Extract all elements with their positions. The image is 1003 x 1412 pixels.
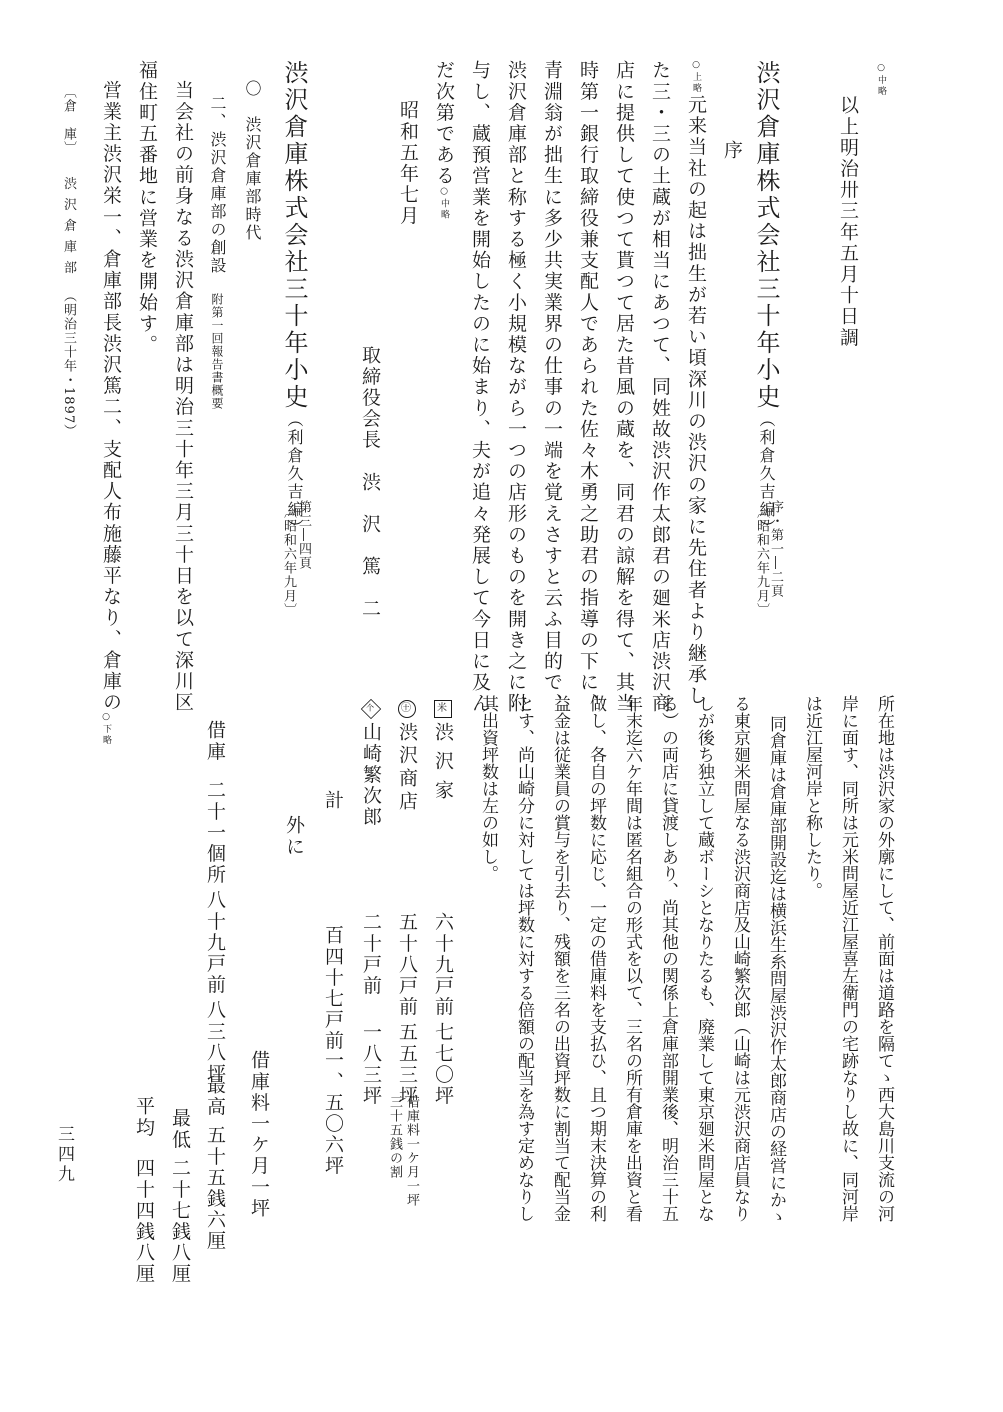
preface-line-4: 時第一銀行取締役兼支配人であられた佐々木勇之助君の指導の下に、 [577, 60, 599, 715]
history-title-2 [282, 60, 306, 537]
preface-line-2: た三・三の土蔵が相当にあつて、同姓故渋沢作太郎君の廻米店渋沢商 [649, 60, 671, 715]
omission-mark-top: ○中略 [876, 63, 886, 98]
yamazaki-crest-glyph: 个 [366, 704, 376, 713]
preface-line-3: 店に提供して使つて貰つて居た昔風の蔵を、同君の諒解を得て、其当 [613, 60, 635, 715]
omission-mark-preface-end: ○中略 [439, 186, 449, 221]
investor-2-units: 五十八戸前 [396, 912, 418, 1018]
cont-line-12: 其出資坪数は左の如し。 [478, 695, 498, 882]
history-title-1 [754, 60, 778, 537]
cont-line-8: 年末迄六ケ年間は匿名組合の形式を以て、三名の所有倉庫を出資と看 [622, 695, 642, 1222]
borrowed-row [205, 720, 224, 1252]
rent-avg-row [134, 1096, 153, 1285]
history-title-text: 渋沢倉庫株式会社三十年小史 [752, 60, 780, 411]
preface-line-1 [686, 60, 705, 706]
rent-min-row [170, 1108, 189, 1285]
subsection-heading [209, 95, 225, 410]
borrowed-tsubo: 八三八坪 [204, 1000, 226, 1085]
history-2-line-3: 営業主渋沢栄一、倉庫部長渋沢篤二、支配人布施藤平なり、倉庫の [100, 80, 122, 713]
cont-line-7: る）の両店に貸渡しあり、尚其他の関係上倉庫部開業後、明治三十五 [658, 695, 678, 1222]
history-2-line-2: 福住町五番地に営業を開始す。 [136, 60, 158, 356]
investor-row-2 [397, 700, 416, 1106]
cont-line-2: 岸に面す、同所は元米問屋近江屋喜左衛門の宅跡なりし故に、同河岸 [838, 695, 858, 1222]
borrowed-count: 二十一個所 [204, 780, 226, 886]
cont-line-5: る東京廻米問屋なる渋沢商店及山崎繁次郎（山崎は元渋沢商店員なり [730, 695, 750, 1222]
yamazaki-crest-icon [361, 699, 381, 719]
total-units: 百四十七戸前 [322, 925, 344, 1052]
cont-line-11: とす、尚山崎分に対しては坪数に対する倍額の配当を為す定めなりし [514, 695, 534, 1222]
investor-row-3 [361, 700, 380, 1106]
warehouse-caption-year: （明治三十年・1897） [61, 295, 76, 439]
preface-line-8-text: だ次第である [433, 60, 455, 187]
other-label: 外に [283, 815, 305, 858]
borrowed-label: 借庫 [204, 720, 226, 763]
investor-total-row [323, 790, 342, 1177]
investor-1-units: 六十九戸前 [432, 912, 454, 1018]
cont-line-6: しが後ち独立して蔵ボーシとなりたるも、廃業して東京廻米問屋とな [694, 695, 714, 1222]
preface-line-7: 与し、蔵預営業を開始したのに始まり、夫が追々発展して今日に及ん [469, 60, 491, 715]
investor-1-name: 渋沢家 [432, 722, 454, 809]
preface-signature: 取締役会長 渋 沢 篤 二 [359, 345, 381, 620]
preface-line-6: 渋沢倉庫部と称する極く小規模ながら一つの店形のものを開き之に附 [505, 60, 527, 715]
history-source-page: 序・第一―二頁 [768, 500, 783, 598]
investor-2-tsubo: 五五三坪 [396, 1022, 418, 1107]
page-number: 三四九 [54, 1125, 74, 1185]
total-label: 計 [322, 790, 344, 812]
rent-max-label: 最高 [204, 1075, 226, 1118]
rent-avg-value: 四十四銭八厘 [133, 1158, 155, 1285]
cont-line-1: 所在地は渋沢家の外廓にして、前面は道路を隔てゝ西大島川支流の河 [874, 695, 894, 1222]
warehouse-caption-name: 渋沢倉庫部 [61, 176, 76, 282]
history-2-line-1: 当会社の前身なる渋沢倉庫部は明治三十年三月三十日を以て深川区 [172, 80, 194, 713]
rent-note-2: 三十五銭の割 [387, 1095, 402, 1179]
investor-1-tsubo: 七七〇坪 [432, 1022, 454, 1107]
omission-mark-preface: ○上略 [691, 60, 701, 95]
warehouse-caption [62, 85, 75, 438]
warehouse-caption-label: 〔倉 庫〕 [61, 85, 76, 149]
history-title-2-text: 渋沢倉庫株式会社三十年小史 [280, 60, 308, 411]
shibusawa-shoten-crest-icon: ㊉ [398, 700, 416, 718]
history-title-editor: （利倉久吉編） [757, 411, 776, 537]
history-2-source-page: 第三―四頁 [296, 500, 311, 570]
preface-date: 昭和五年七月 [397, 100, 419, 227]
cont-line-4: 同倉庫は倉庫部開設迄は横浜生糸問屋渋沢作太郎商店の経営にかゝ [766, 715, 786, 1225]
cont-line-9: 做し、各自の坪数に応じ、一定の借庫料を支払ひ、且つ期末決算の利 [586, 695, 606, 1222]
investor-3-name: 山崎繁次郎 [360, 722, 382, 828]
rent-note-1: 借庫料一ケ月一坪 [404, 1095, 419, 1207]
preface-line-5: 青淵翁が拙生に多少共実業界の仕事の一端を覚えさすと云ふ目的で、 [541, 60, 563, 715]
subsection-heading-text: 二、渋沢倉庫部の創設 [208, 95, 227, 275]
preface-heading: 序 [721, 140, 743, 162]
rent-min-label: 最低 [169, 1108, 191, 1151]
rent-max-value: 五十五銭六厘 [204, 1125, 226, 1252]
investor-3-units: 二十戸前 [360, 912, 382, 997]
cont-line-3: は近江屋河岸と称したり。 [802, 695, 822, 899]
investor-2-name: 渋沢商店 [396, 722, 418, 814]
total-tsubo: 一、五〇六坪 [322, 1050, 344, 1177]
preface-line-1-text: 元来当社の起は拙生が若い頃深川の渋沢の家に先住者より継承し [685, 94, 707, 707]
history-2-source-date: 〔昭和六年九月〕 [281, 505, 296, 617]
rent-min-value: 二十七銭八厘 [169, 1158, 191, 1285]
investor-row-1 [433, 700, 452, 1106]
cont-line-10: 益金は従業員の賞与を引去り、残額を三名の出資坪数に割当て配当金 [550, 695, 570, 1222]
subsection-appendix: 附第一回報告書概要 [210, 293, 224, 410]
section-heading-era: 〇 渋沢倉庫部時代 [243, 80, 262, 242]
borrowed-units: 八十九戸前 [204, 890, 226, 996]
history-title-2-editor: （利倉久吉編） [285, 411, 304, 537]
omission-mark-bottom: ○下略 [101, 712, 111, 747]
history-source-date: 〔昭和六年九月〕 [754, 505, 769, 617]
investor-3-tsubo: 一八三坪 [360, 1022, 382, 1107]
survey-date-line: 以上明治卅三年五月十日調 [837, 95, 859, 349]
shibusawa-family-crest-icon: 米 [434, 700, 452, 718]
rent-avg-label: 平均 [133, 1096, 155, 1139]
rent-header: 借庫料一ケ月一坪 [248, 1050, 270, 1219]
preface-line-8 [434, 60, 453, 221]
